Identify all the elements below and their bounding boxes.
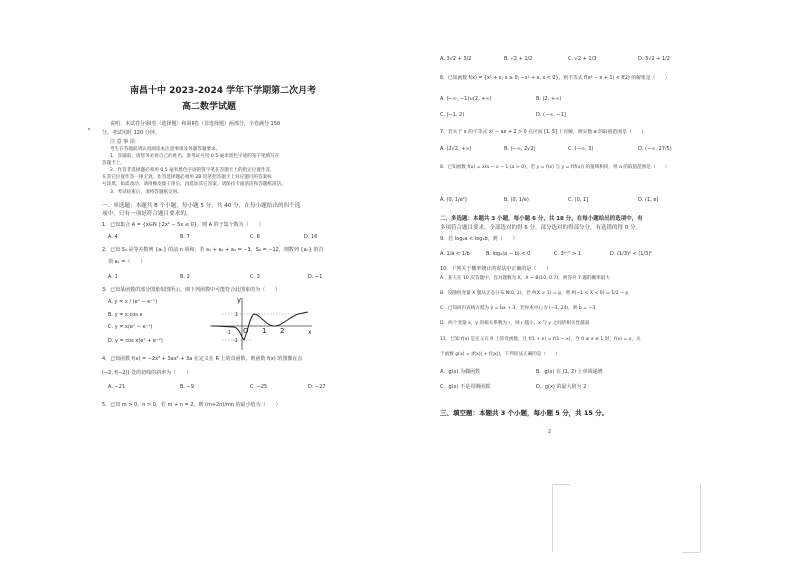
q9-option-c: C. 3ᵃ⁻ᵇ > 1 [554,251,582,257]
q2-option-a: A. 1 [108,274,118,280]
question-7: 7．若关于 x 的不等式 x² − ax + 2 > 0 在区间 [1, 5] 上有解，则实数 a 的取值范围是（ ） [440,130,647,135]
x-axis-label: x [308,329,312,336]
question-3: 3．已知某函数的部分图象如图所示，则下列函数中可能符合此图象的为（ ） [102,287,281,293]
q11-option-c: C．g(x) 不是周期函数 [440,384,491,390]
q6-option-d: D. (−∞, −1] [536,112,566,118]
q1-option-c: C. 8 [250,234,260,240]
scan-speck [88,128,90,130]
page-number: 2 [548,429,552,435]
q5-option-b: B. √2 + 1/2 [504,56,533,62]
section-2-heading-cont: 多项符合题目要求。全部选对的得 6 分，部分选对的得部分分，有选错的得 0 分。 [440,225,641,231]
section-1-heading-cont: 项中，只有一项是符合题目要求的。 [102,211,192,217]
intro-line-1: 说明：本试卷分第Ⅰ卷（选择题）和第Ⅱ卷（非选择题）两部分，全卷满分 150 [110,121,281,127]
question-6: 6．已知函数 f(x) = {x² + x, x ≥ 0; −x² + x, x < 0}，则不等式 f(x² − x + 1) < f(2) 的解集是（ ） [440,76,670,81]
question-8: 8．已知函数 f(x) = x/a − x − 1 (a > 0)，若 y = f(x) 与 y = f(f(x)) 的值域相同，则 a 的取值范围是（ ） [440,165,670,170]
function-graph [208,294,316,352]
q3-option-b: B. y = x cos x [108,312,143,318]
notice-line: 3．考试结束后，请将答题纸交回。 [110,190,182,195]
q5-option-a: A. 3√2 + 3/2 [440,56,472,62]
question-11-cont: 于函数 g(x) = |f(x)| + f(|x|)，下列说法正确的是（ ） [440,352,560,357]
notice-line: 号涂黑，如需改动，请用橡皮擦干净后，再选涂其它答案。请保持卡面清洁和答题纸清洁。 [102,182,286,187]
x-tick-label: 1 [262,327,267,335]
q8-option-a: A. (0, 1/e²] [440,197,467,203]
x-tick-label: 2 [280,327,285,335]
q10-option-d: D．两个变量 x，y 的相关系数为 r，则 r 越小，x 与 y 之间的相关性越弱 [440,321,590,326]
x-tick-label: -1 [226,330,231,336]
q5-option-c: C. √2 + 1/3 [568,56,597,62]
origin-label: O [243,327,249,335]
notice-line: 考生在答题前请认真阅读本注意事项及各题答题要求。 [110,147,221,152]
q11-option-d: D．g(x) 的最大值为 2 [536,384,587,390]
q9-option-a: A. 1/a < 1/b [440,251,470,257]
section-2-heading: 二、多选题：本题共 3 小题，每小题 6 分，共 18 分。在每小题给出的选项中，有 [440,216,643,222]
q6-option-b: B. (2, +∞) [536,96,562,102]
exam-title: 南昌十中 2023-2024 学年下学期第二次月考 [130,86,317,96]
q7-option-d: D. (−∞, 27/5) [638,146,672,152]
question-10: 10．下列关于概率统计的说法中正确的是（ ） [440,266,552,272]
q8-option-b: B. (0, 1/e) [504,197,529,203]
y-axis-label: y [237,296,242,304]
scan-edge-line [682,552,700,553]
exam-subtitle: 高二数学试题 [182,102,237,112]
notice-line: 1．答题前，请您务必将自己的姓名、准考证号用 0.5 毫米黑色字迹的签字笔填写在 [110,154,280,159]
q9-option-d: D. (1/3)ᵃ < (1/3)ᵇ [610,251,653,257]
q3-option-c: C. y = x(eˣ − e⁻ˣ) [108,324,153,330]
q3-option-d: D. y = cos x(eˣ + e⁻ˣ) [108,338,163,344]
q11-option-a: A．g(x) 为偶函数 [440,369,481,375]
question-2: 2．已知 Sₙ 是等差数列 {aₙ} 的前 n 项和，若 a₁ + a₂ + a₃ = −3，S₆ = −12，则数列 {aₙ} 的首 [102,247,324,253]
q4-option-b: B. −9 [180,384,194,390]
q6-option-a: A. (−∞, −1)∪(2, +∞) [440,96,492,102]
q4-option-a: A. −21 [108,384,126,390]
q2-option-d: D. −1 [308,274,323,280]
q4-option-c: C. −25 [250,384,268,390]
notice-line: 答题卡上。 [102,161,125,166]
q1-option-b: B. 7 [180,234,190,240]
notice-heading: 注 意 事 项： [110,139,140,145]
q8-option-d: D. (1, e] [638,197,659,203]
q7-option-b: B. (−∞, 2√2) [504,146,536,152]
section-1-heading: 一、单选题：本题共 8 个小题，每小题 5 分，共 40 分，在每小题给出的四个选 [102,203,301,209]
question-11: 11．已知 f(x) 是定义在 R 上的奇函数，且 f(1 + x) = f(1 − x)，当 0 ≤ x ≤ 1 时，f(x) = x，关 [440,337,641,342]
y-tick-label: 1 [235,312,239,318]
q8-option-c: C. (0, 1] [568,197,589,203]
q6-option-c: C. (−1, 2) [440,112,465,118]
notice-line: 在其它位置作答一律无效。作答选择题必须用 2B 铅笔把答题卡上对应题目的答案标 [102,175,272,180]
q11-option-b: B．g(x) 在 (1, 2) 上单调递增 [536,369,603,375]
q7-option-c: C. (−∞, 3) [568,146,594,152]
intro-line-2: 分。考试用时 120 分钟。 [102,130,160,136]
q4-option-d: D. −27 [308,384,326,390]
q2-option-b: B. 2 [180,274,190,280]
question-2-cont: 项 a₁ =（ ） [108,259,146,265]
scan-edge-line [552,484,553,552]
q7-option-a: A. (2√2, +∞) [440,146,472,152]
question-5: 5．已知 m > 0，n > 0，若 m + n = 2，则 (m+2n)/mn 的最小值为（ ） [102,402,281,408]
q2-option-c: C. 3 [250,274,260,280]
question-4-cont: (−2, f(−2)) 处的切线的斜率为（ ） [102,370,192,376]
section-3-heading: 三、填空题：本题共 3 个小题，每小题 5 分，共 15 分。 [440,409,609,417]
question-4: 4．已知函数 f(x) = −2x³ + 3ax² + 3a 在定义在 R 上的奇函数，则函数 f(x) 的图像在点 [102,356,303,362]
q10-option-b: B．设随机变量 X 服从正态分布 N(0, 1)，若 P(X > 1) = p，则 P(−1 < X < 0) = 1/2 − p [440,291,629,296]
q10-option-c: C．已知回归直线方程为 ŷ = b̂x + 3，若样本中心为 (−3, 24)，则 b̂ = −3 [440,306,596,311]
y-tick-label: -1 [233,338,238,344]
notice-line: 2．作答非选择题必须用 0.5 毫米黑色字迹的签字笔在答题卡上的指定位置作答， [110,168,275,173]
question-1: 1．已知集合 A = {x∈N | 2x² − 5x ≤ 0}，则 A 的子集个数为（ ） [102,222,264,228]
q1-option-d: D. 16 [304,234,318,240]
q1-option-a: A. 4 [108,234,118,240]
scan-edge-line [552,484,570,485]
question-9: 9．若 log₂a < log₂b，则（ ） [440,236,518,242]
q5-option-d: D. 3√2 + 1/2 [638,56,670,62]
q3-option-a: A. y = x / (eˣ − e⁻ˣ) [108,299,158,305]
q10-option-a: A．某人在 10 次答题中，答对题数为 X，X ~ B(10, 0.7)，则答对 7 题的概率最大 [440,276,610,281]
q9-option-b: B. log₂(a − b) < 0 [486,251,531,257]
scan-edge-line [700,484,701,552]
